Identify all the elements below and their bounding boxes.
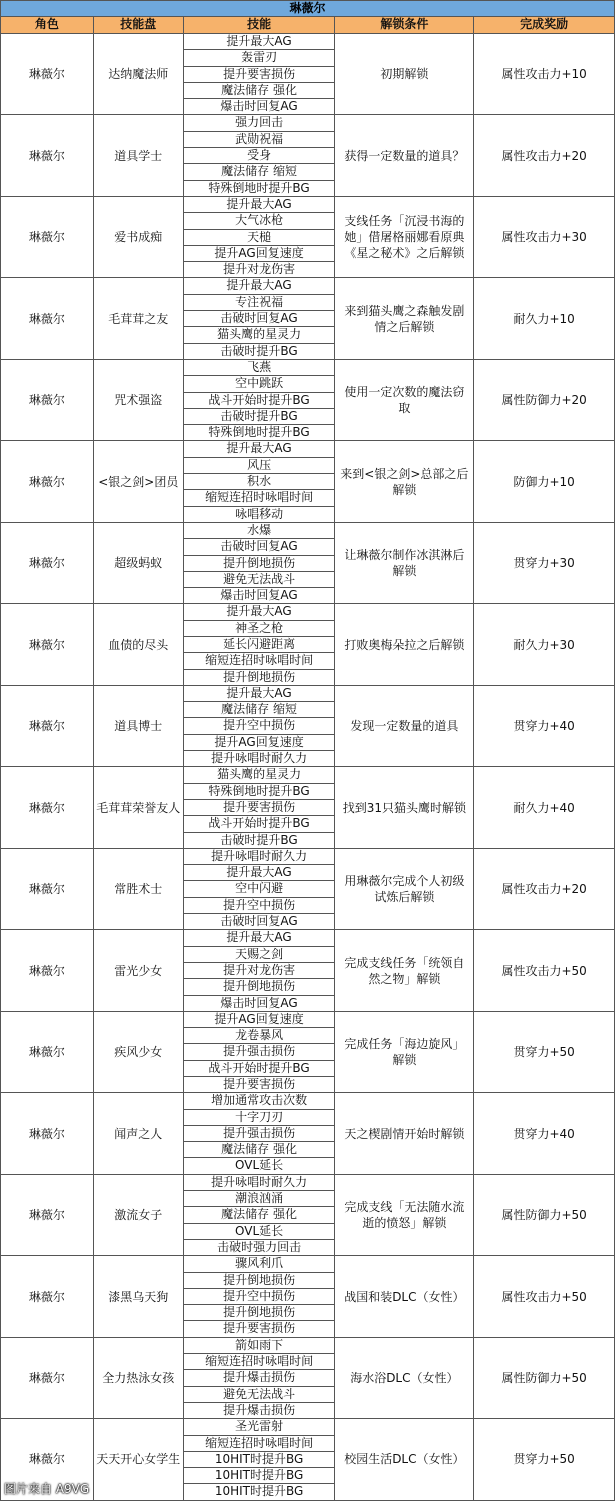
skill-item: 避免无法战斗 <box>184 1387 335 1403</box>
reward-cell: 耐久力+10 <box>474 278 615 359</box>
skill-item: 特殊倒地时提升BG <box>184 425 335 441</box>
table-row <box>0 1338 615 1419</box>
skill-item: 轰雷刃 <box>184 50 335 66</box>
unlock-condition-cell: 战国和装DLC（女性） <box>335 1256 474 1337</box>
reward-cell: 属性防御力+20 <box>474 360 615 441</box>
skill-item: 武勋祝福 <box>184 132 335 148</box>
character-cell: 琳薇尔 <box>1 360 94 441</box>
skill-item: 龙卷暴风 <box>184 1028 335 1044</box>
header-row <box>0 17 615 34</box>
skill-item: 爆击时回复AG <box>184 99 335 115</box>
skill-item: 空中跳跃 <box>184 376 335 392</box>
skills-cell <box>184 360 336 441</box>
skill-item: 特殊倒地时提升BG <box>184 181 335 197</box>
skills-cell <box>184 1012 336 1093</box>
board-cell: 道具博士 <box>94 686 184 767</box>
character-cell: 琳薇尔 <box>1 930 94 1011</box>
skill-item: 击破时回复AG <box>184 311 335 327</box>
skill-item: 战斗开始时提升BG <box>184 816 335 832</box>
skill-item: 击破时强力回击 <box>184 1240 335 1256</box>
skill-item: 猫头鹰的星灵力 <box>184 327 335 343</box>
reward-cell: 贯穿力+40 <box>474 1093 615 1174</box>
skill-item: 提升要害损伤 <box>184 800 335 816</box>
skills-cell <box>184 441 336 522</box>
reward-cell: 属性攻击力+50 <box>474 1256 615 1337</box>
header-reward: 完成奖励 <box>474 17 615 34</box>
skill-item: 击破时回复AG <box>184 914 335 930</box>
character-cell: 琳薇尔 <box>1 278 94 359</box>
board-cell: 血债的尽头 <box>94 604 184 685</box>
board-cell: 雷光少女 <box>94 930 184 1011</box>
skill-item: 提升最大AG <box>184 278 335 294</box>
skill-item: 10HIT时提升BG <box>184 1452 335 1468</box>
skill-item: 增加通常攻击次数 <box>184 1093 335 1109</box>
skill-item: 击破时提升BG <box>184 409 335 425</box>
table-row <box>0 197 615 278</box>
character-cell: 琳薇尔 <box>1 849 94 930</box>
skill-item: OVL延长 <box>184 1158 335 1174</box>
skills-cell <box>184 1093 336 1174</box>
skill-item: 空中闪避 <box>184 881 335 897</box>
skill-item: 提升最大AG <box>184 604 335 620</box>
skill-item: 提升强击损伤 <box>184 1044 335 1060</box>
reward-cell: 属性攻击力+20 <box>474 849 615 930</box>
skill-item: 避免无法战斗 <box>184 572 335 588</box>
skills-cell <box>184 1175 336 1256</box>
skill-item: 咏唱移动 <box>184 507 335 523</box>
board-cell: 天天开心女学生 <box>94 1419 184 1500</box>
board-cell: 闻声之人 <box>94 1093 184 1174</box>
table-row <box>0 34 615 115</box>
unlock-condition-cell: 来到<银之剑>总部之后解锁 <box>335 441 474 522</box>
table-row <box>0 686 615 767</box>
skill-item: 大气冰枪 <box>184 213 335 229</box>
reward-cell: 属性攻击力+30 <box>474 197 615 278</box>
unlock-condition-cell: 让琳薇尔制作冰淇淋后解锁 <box>335 523 474 604</box>
skills-cell <box>184 523 336 604</box>
reward-cell: 耐久力+30 <box>474 604 615 685</box>
unlock-condition-cell: 支线任务「沉浸书海的她」借屠格丽娜看原典《星之秘术》之后解锁 <box>335 197 474 278</box>
skill-item: 提升AG回复速度 <box>184 735 335 751</box>
table-row <box>0 1256 615 1337</box>
skill-item: 提升最大AG <box>184 197 335 213</box>
skill-item: 提升强击损伤 <box>184 1126 335 1142</box>
skill-item: 骤风利爪 <box>184 1256 335 1272</box>
reward-cell: 属性防御力+50 <box>474 1175 615 1256</box>
character-cell: 琳薇尔 <box>1 1338 94 1419</box>
skills-cell <box>184 686 336 767</box>
skills-cell <box>184 34 336 115</box>
skill-item: 提升倒地损伤 <box>184 1305 335 1321</box>
character-cell: 琳薇尔 <box>1 197 94 278</box>
table-row <box>0 360 615 441</box>
character-cell: 琳薇尔 <box>1 1256 94 1337</box>
board-cell: 漆黑乌天狗 <box>94 1256 184 1337</box>
unlock-condition-cell: 发现一定数量的道具 <box>335 686 474 767</box>
skill-item: 提升空中损伤 <box>184 1289 335 1305</box>
board-cell: <银之剑>团员 <box>94 441 184 522</box>
skill-item: 专注祝福 <box>184 295 335 311</box>
table-title: 琳薇尔 <box>0 0 615 17</box>
skill-item: 10HIT时提升BG <box>184 1484 335 1500</box>
table-row <box>0 767 615 848</box>
table-row <box>0 278 615 359</box>
character-cell: 琳薇尔 <box>1 1012 94 1093</box>
unlock-condition-cell: 天之楔剧情开始时解锁 <box>335 1093 474 1174</box>
skill-item: 提升倒地损伤 <box>184 1273 335 1289</box>
skill-item: 缩短连招时咏唱时间 <box>184 1436 335 1452</box>
character-cell: 琳薇尔 <box>1 523 94 604</box>
skill-item: 缩短连招时咏唱时间 <box>184 490 335 506</box>
header-character: 角色 <box>1 17 94 34</box>
skill-item: 击破时回复AG <box>184 539 335 555</box>
unlock-condition-cell: 找到31只猫头鹰时解锁 <box>335 767 474 848</box>
table-row <box>0 849 615 930</box>
skill-item: 提升AG回复速度 <box>184 1012 335 1028</box>
table-row <box>0 115 615 196</box>
skill-item: 积水 <box>184 474 335 490</box>
character-cell: 琳薇尔 <box>1 686 94 767</box>
skill-item: 爆击时回复AG <box>184 588 335 604</box>
table-row <box>0 604 615 685</box>
unlock-condition-cell: 完成支线任务「统领自然之物」解锁 <box>335 930 474 1011</box>
board-cell: 道具学士 <box>94 115 184 196</box>
skill-item: 提升最大AG <box>184 865 335 881</box>
board-cell: 超级蚂蚁 <box>94 523 184 604</box>
skill-item: 提升空中损伤 <box>184 718 335 734</box>
skills-cell <box>184 1338 336 1419</box>
table-body <box>0 34 615 1501</box>
board-cell: 常胜术士 <box>94 849 184 930</box>
reward-cell: 属性攻击力+50 <box>474 930 615 1011</box>
skill-item: 提升最大AG <box>184 686 335 702</box>
board-cell: 达纳魔法师 <box>94 34 184 115</box>
board-cell: 爱书成痴 <box>94 197 184 278</box>
skill-item: 水爆 <box>184 523 335 539</box>
table-row <box>0 1175 615 1256</box>
skill-item: 圣光雷射 <box>184 1419 335 1435</box>
table-row <box>0 523 615 604</box>
skill-item: 特殊倒地时提升BG <box>184 784 335 800</box>
skill-item: 提升倒地损伤 <box>184 670 335 686</box>
header-board: 技能盘 <box>94 17 184 34</box>
unlock-condition-cell: 获得一定数量的道具？ <box>335 115 474 196</box>
character-cell: 琳薇尔 <box>1 1093 94 1174</box>
skill-item: 强力回击 <box>184 115 335 131</box>
skill-item: 10HIT时提升BG <box>184 1468 335 1484</box>
reward-cell: 贯穿力+50 <box>474 1012 615 1093</box>
skill-item: 神圣之枪 <box>184 621 335 637</box>
skill-item: OVL延长 <box>184 1224 335 1240</box>
unlock-condition-cell: 用琳薇尔完成个人初级试炼后解锁 <box>335 849 474 930</box>
skill-item: 提升最大AG <box>184 930 335 946</box>
reward-cell: 属性防御力+50 <box>474 1338 615 1419</box>
skill-item: 提升咏唱时耐久力 <box>184 849 335 865</box>
skill-item: 魔法储存 强化 <box>184 1207 335 1223</box>
board-cell: 疾风少女 <box>94 1012 184 1093</box>
unlock-condition-cell: 校园生活DLC（女性） <box>335 1419 474 1500</box>
unlock-condition-cell: 使用一定次数的魔法窃取 <box>335 360 474 441</box>
skill-item: 提升咏唱时耐久力 <box>184 751 335 767</box>
skill-item: 提升要害损伤 <box>184 1077 335 1093</box>
unlock-condition-cell: 完成任务「海边旋风」解锁 <box>335 1012 474 1093</box>
skill-item: 战斗开始时提升BG <box>184 1061 335 1077</box>
reward-cell: 属性攻击力+20 <box>474 115 615 196</box>
skill-item: 天赐之剑 <box>184 947 335 963</box>
skill-item: 缩短连招时咏唱时间 <box>184 1354 335 1370</box>
unlock-condition-cell: 海水浴DLC（女性） <box>335 1338 474 1419</box>
character-cell: 琳薇尔 <box>1 604 94 685</box>
skill-item: 提升爆击损伤 <box>184 1403 335 1419</box>
skill-item: 提升要害损伤 <box>184 1321 335 1337</box>
table-row <box>0 1012 615 1093</box>
skill-item: 箭如雨下 <box>184 1338 335 1354</box>
skill-item: 受身 <box>184 148 335 164</box>
character-cell: 琳薇尔 <box>1 34 94 115</box>
skills-cell <box>184 767 336 848</box>
skills-cell <box>184 115 336 196</box>
skills-cell <box>184 278 336 359</box>
skill-item: 提升最大AG <box>184 441 335 457</box>
skill-item: 战斗开始时提升BG <box>184 393 335 409</box>
unlock-condition-cell: 打败奥梅朵拉之后解锁 <box>335 604 474 685</box>
character-cell: 琳薇尔 <box>1 767 94 848</box>
header-skills: 技能 <box>184 17 336 34</box>
skill-item: 提升最大AG <box>184 34 335 50</box>
watermark: 图片来自 A9VG <box>4 1482 90 1496</box>
board-cell: 毛茸茸之友 <box>94 278 184 359</box>
skill-item: 提升AG回复速度 <box>184 246 335 262</box>
skill-item: 爆击时回复AG <box>184 996 335 1012</box>
skill-item: 魔法储存 强化 <box>184 83 335 99</box>
table-row <box>0 930 615 1011</box>
skill-item: 缩短连招时咏唱时间 <box>184 653 335 669</box>
character-cell: 琳薇尔 <box>1 1419 94 1500</box>
skill-item: 提升空中损伤 <box>184 898 335 914</box>
reward-cell: 耐久力+40 <box>474 767 615 848</box>
reward-cell: 贯穿力+40 <box>474 686 615 767</box>
skill-item: 提升对龙伤害 <box>184 963 335 979</box>
skill-item: 提升倒地损伤 <box>184 979 335 995</box>
unlock-condition-cell: 初期解锁 <box>335 34 474 115</box>
table-row <box>0 1093 615 1174</box>
board-cell: 咒术强盗 <box>94 360 184 441</box>
skills-cell <box>184 1256 336 1337</box>
skill-item: 飞燕 <box>184 360 335 376</box>
skill-item: 魔法储存 强化 <box>184 1142 335 1158</box>
skill-item: 击破时提升BG <box>184 344 335 360</box>
skill-item: 魔法储存 缩短 <box>184 164 335 180</box>
board-cell: 激流女子 <box>94 1175 184 1256</box>
skills-cell <box>184 930 336 1011</box>
skill-item: 魔法储存 缩短 <box>184 702 335 718</box>
skill-item: 提升咏唱时耐久力 <box>184 1175 335 1191</box>
skill-item: 击破时提升BG <box>184 833 335 849</box>
skill-item: 提升倒地损伤 <box>184 556 335 572</box>
skill-item: 提升爆击损伤 <box>184 1370 335 1386</box>
reward-cell: 防御力+10 <box>474 441 615 522</box>
header-unlock: 解锁条件 <box>335 17 474 34</box>
skills-cell <box>184 849 336 930</box>
skill-item: 潮浪汹涌 <box>184 1191 335 1207</box>
skills-cell <box>184 604 336 685</box>
skill-item: 天槌 <box>184 230 335 246</box>
skill-item: 提升对龙伤害 <box>184 262 335 278</box>
table-row <box>0 441 615 522</box>
reward-cell: 贯穿力+30 <box>474 523 615 604</box>
skill-item: 猫头鹰的星灵力 <box>184 767 335 783</box>
skill-item: 延长闪避距离 <box>184 637 335 653</box>
character-cell: 琳薇尔 <box>1 441 94 522</box>
character-cell: 琳薇尔 <box>1 1175 94 1256</box>
reward-cell: 贯穿力+50 <box>474 1419 615 1500</box>
skills-cell <box>184 1419 336 1500</box>
unlock-condition-cell: 完成支线「无法随水流逝的愤怒」解锁 <box>335 1175 474 1256</box>
table-row <box>0 1419 615 1500</box>
reward-cell: 属性攻击力+10 <box>474 34 615 115</box>
skill-item: 十字刀刃 <box>184 1110 335 1126</box>
board-cell: 全力热泳女孩 <box>94 1338 184 1419</box>
skill-item: 提升要害损伤 <box>184 67 335 83</box>
skills-cell <box>184 197 336 278</box>
unlock-condition-cell: 来到猫头鹰之森触发剧情之后解锁 <box>335 278 474 359</box>
character-cell: 琳薇尔 <box>1 115 94 196</box>
board-cell: 毛茸茸荣誉友人 <box>94 767 184 848</box>
skill-item: 风压 <box>184 458 335 474</box>
